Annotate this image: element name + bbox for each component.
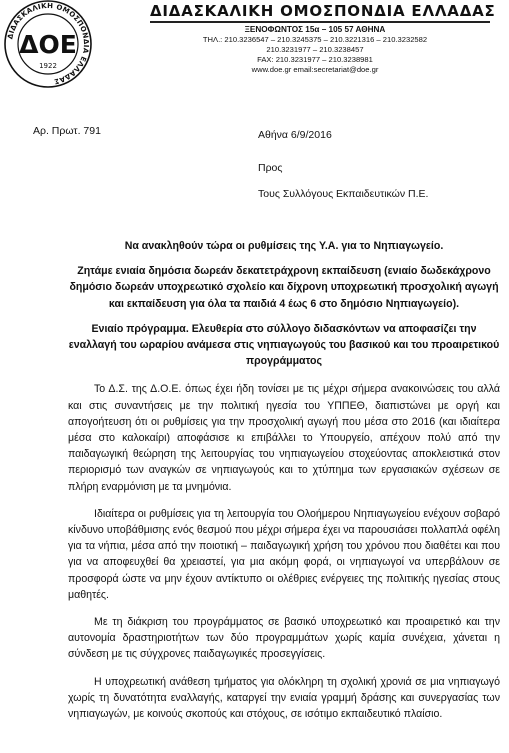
letterhead-rule: [150, 21, 490, 23]
document-title: Να ανακληθούν τώρα οι ρυθμίσεις της Υ.Α. για το Νηπιαγωγείο.: [124, 240, 444, 252]
organization-address: ΞΕΝΟΦΩΝΤΟΣ 15α – 105 57 ΑΘΗΝΑ: [244, 25, 386, 34]
body-paragraph: Το Δ.Σ. της Δ.Ο.Ε. όπως έχει ήδη τονίσει με τις μέχρι σήμερα ανακοινώσεις του αλλά και στις συναντήσεις με την πολιτική ηγεσία του ΥΠΠΕΘ, διαπιστώνει με οργή και απογοήτευση ότι οι ρυθμίσεις για την προσχολική αγωγή που μέσα στο 2016 (και ιδιαίτερα μέσα στο καλοκαίρι) αποφάσισε κι επιβάλλει το Υπουργείο, απέχουν πολύ από την παιδαγωγική θεώρηση της λειτουργίας του νηπιαγωγείου στοχεύοντας αποκλειστικά στον περιορισμό των αναγκών σε νηπιαγωγούς και το χτύπημα των εργασιακών σχέσεων σε πλήρη εναρμόνιση με τα μνημόνια.: [68, 383, 500, 493]
protocol-number: Αρ. Πρωτ. 791: [33, 125, 101, 137]
seal-logo: ΔΟΕ: [19, 30, 77, 59]
body-paragraph: Η υποχρεωτική ανάθεση τμήματος για ολόκληρη τη σχολική χρονιά σε μια νηπιαγωγό χωρίς τη δυνατότητα εναλλαγής, καταργεί την ενιαία γραμμή δράσης και συνεργασίας των νηπιαγωγών, με κοινούς σκοπούς και στόχους, σε ισότιμο εκπαιδευτικό πλαίσιο.: [68, 675, 500, 721]
organization-fax: FAX: 210.3231977 – 210.3238981: [257, 55, 373, 64]
seal-year: 1922: [39, 62, 57, 70]
body-paragraph: Με τη διάκριση του προγράμματος σε βασικό υποχρεωτικό και προαιρετικό και την αυτονομία δραστηριοτήτων των δύο προγραμμάτων χωρίς καμία συνέχεια, χάνεται η σύνδεση με τις σύγχρονες παιδαγωγικές προσεγγίσεις.: [68, 616, 500, 661]
federation-seal: [0, 0, 96, 88]
letterhead: [0, 0, 509, 92]
demand-statement: Ζητάμε ενιαία δημόσια δωρεάν δεκατετράχρονη εκπαίδευση (ενιαίο δωδεκάχρονο δημόσιο δωρεάν υποχρεωτικό σχολείο και δίχρονη υποχρεωτική προσχολική αγωγή και εκπαίδευση για όλα τα παιδιά 4 έως 6 στο δημόσιο Νηπιαγωγείο).: [69, 265, 499, 310]
organization-name: ΔΙΔΑΣΚΑΛΙΚΗ ΟΜΟΣΠΟΝΔΙΑ ΕΛΛΑΔΑΣ: [150, 2, 496, 20]
organization-phones: ΤΗΛ.: 210.3236547 – 210.3245375 – 210.3221316 – 210.3232582: [202, 35, 428, 44]
organization-mobile: 210.3231977 – 210.3238457: [266, 45, 364, 54]
document-date: Αθήνα 6/9/2016: [258, 129, 332, 141]
organization-block: [150, 2, 500, 75]
seal-ring-text: ΔΙΔΑΣΚΑΛΙΚΗ ΟΜΟΣΠΟΝΔΙΑ ΕΛΛΑΔΑΣ: [6, 1, 91, 86]
body-paragraph: Ιδιαίτερα οι ρυθμίσεις για τη λειτουργία του Ολοήμερου Νηπιαγωγείου ενέχουν σοβαρό κίνδυνο υποβάθμισης ενός θεσμού που μέχρι σήμερα έχει να παρουσιάσει πολλαπλά οφέλη για τα νήπια, μέσα από την ποιοτική – παιδαγωγική χρήση του χρόνου που διαθέτει και που για να αποφευχθεί θα χρειαστεί, για μια ακόμη φορά, οι νηπιαγωγοί να υπερβάλουν σε προσφορά ώστε να μην έχουν αντίκτυπο οι ολέθριες ενέργειες της πολιτικής ηγεσίας στους μαθητές.: [68, 507, 500, 601]
recipients: Τους Συλλόγους Εκπαιδευτικών Π.Ε.: [258, 188, 429, 200]
to-label: Προς: [258, 162, 283, 174]
program-heading: Ενιαίο πρόγραμμα. Ελευθερία στο σύλλογο διδασκόντων να αποφασίζει την εναλλαγή του ωραρίου ανάμεσα στις νηπιαγωγούς του βασικού και του προαιρετικού προγράμματος: [68, 322, 500, 368]
organization-web: www.doe.gr email:secretariat@doe.gr: [251, 65, 379, 74]
document-body: [68, 238, 500, 733]
